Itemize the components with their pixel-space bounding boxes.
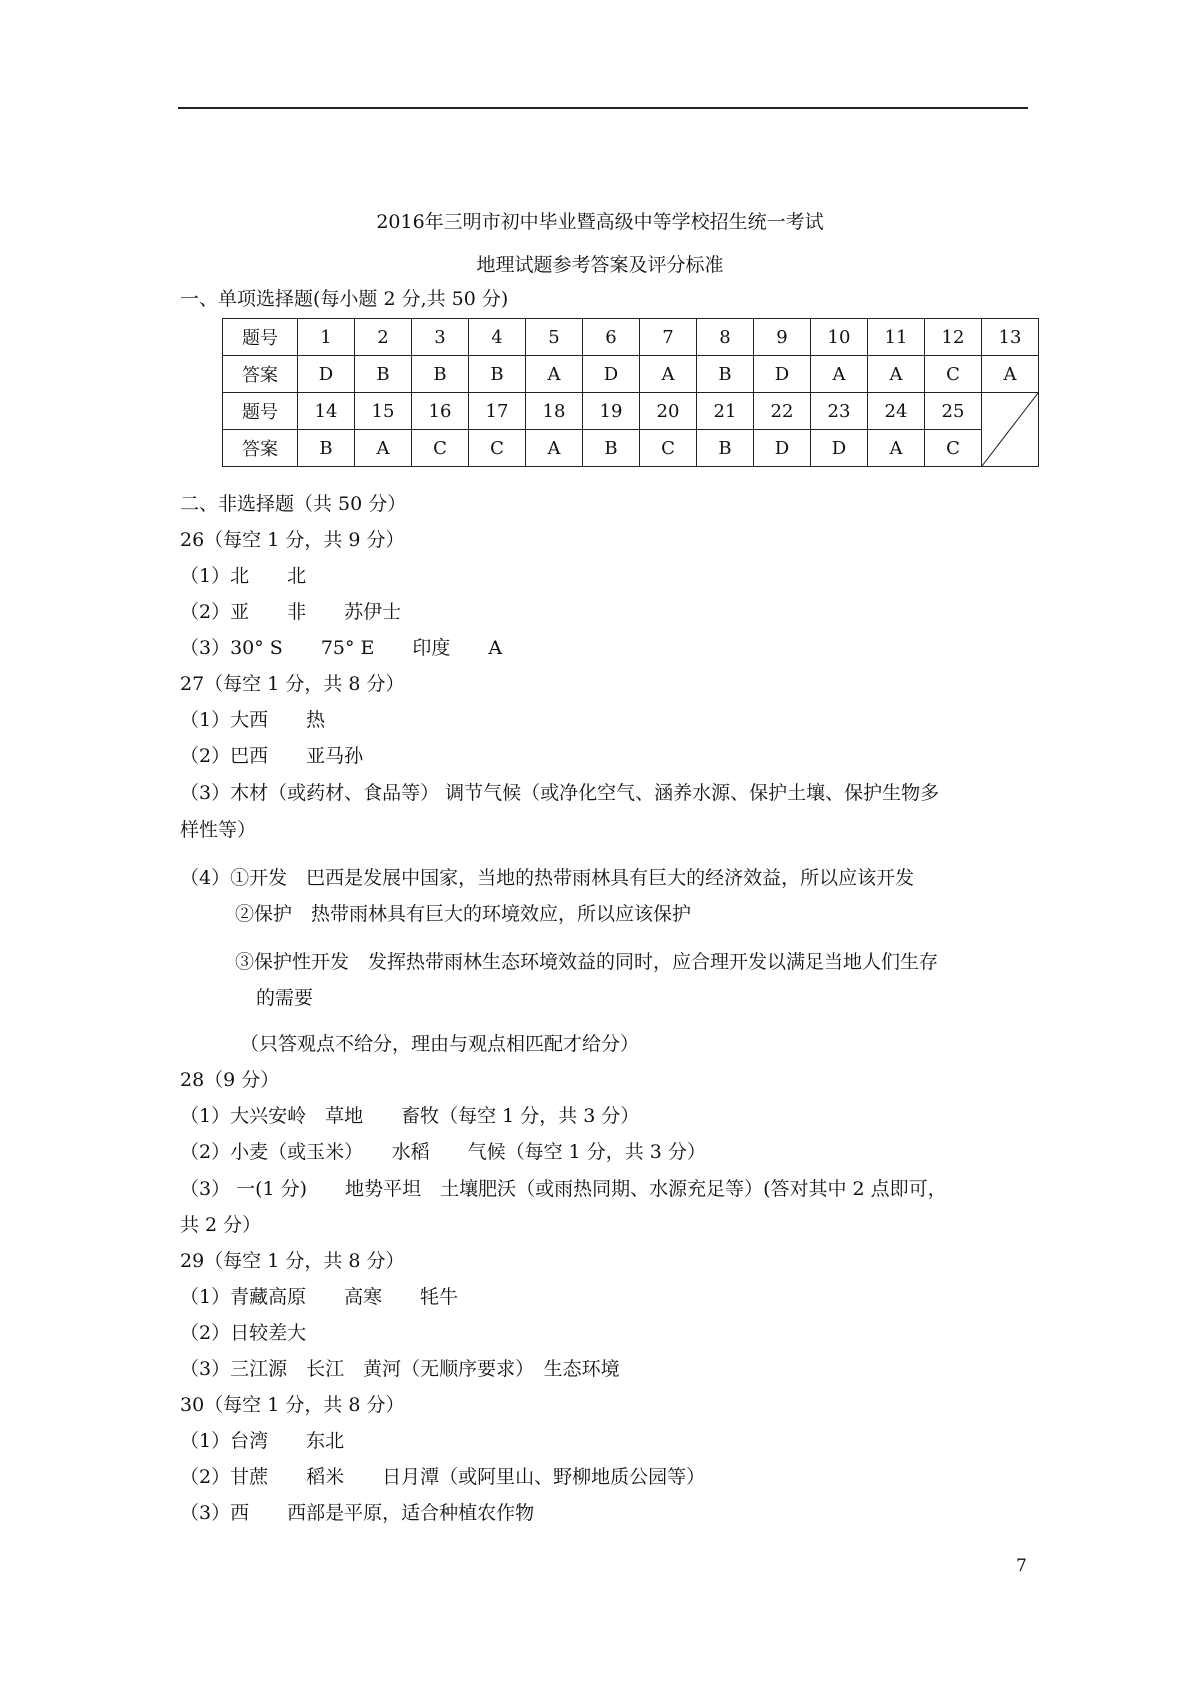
answer-line: （1）大兴安岭 草地 畜牧（每空 1 分，共 3 分） [180, 1105, 640, 1127]
question-number: 25 [925, 393, 982, 430]
scoring-note: （只答观点不给分，理由与观点相匹配才给分） [240, 1033, 640, 1055]
answer-cell: D [754, 356, 811, 393]
answer-line: （2）甘蔗 稻米 日月潭（或阿里山、野柳地质公园等） [180, 1466, 706, 1488]
answer-line: 的需要 [256, 987, 314, 1009]
answer-cell: B [298, 430, 355, 467]
row-label: 答案 [223, 356, 298, 393]
answer-line: （3）三江源 长江 黄河（无顺序要求） 生态环境 [180, 1358, 620, 1380]
question-number: 4 [469, 319, 526, 356]
answer-cell: D [811, 430, 868, 467]
answer-cell: A [868, 356, 925, 393]
question-27-heading: 27（每空 1 分，共 8 分） [180, 673, 405, 695]
answer-key-title: 地理试题参考答案及评分标准 [476, 254, 724, 276]
question-number: 7 [640, 319, 697, 356]
answer-line: （3）西 西部是平原，适合种植农作物 [180, 1502, 535, 1524]
question-number: 18 [526, 393, 583, 430]
answer-line: 共 2 分） [180, 1214, 262, 1236]
answer-cell: A [811, 356, 868, 393]
answer-cell: A [868, 430, 925, 467]
question-number: 3 [412, 319, 469, 356]
question-number: 19 [583, 393, 640, 430]
answer-cell: A [982, 356, 1039, 393]
answer-line: （1）北 北 [180, 565, 307, 587]
question-number: 11 [868, 319, 925, 356]
answer-line: （2）巴西 亚马孙 [180, 745, 364, 767]
answer-cell: A [640, 356, 697, 393]
question-number: 20 [640, 393, 697, 430]
answer-line: （2）日较差大 [180, 1322, 307, 1344]
header-rule [178, 107, 1028, 109]
question-number: 21 [697, 393, 754, 430]
question-26-heading: 26（每空 1 分，共 9 分） [180, 529, 405, 551]
answer-cell: C [925, 430, 982, 467]
answer-line: 样性等） [180, 819, 257, 841]
answer-line: （3）木材（或药材、食品等） 调节气候（或净化空气、涵养水源、保护土壤、保护生物多 [180, 782, 940, 804]
row-label: 题号 [223, 393, 298, 430]
answer-cell: B [469, 356, 526, 393]
table-row [223, 356, 1039, 393]
question-number: 15 [355, 393, 412, 430]
table-row [223, 393, 1039, 430]
question-number: 1 [298, 319, 355, 356]
answer-cell: B [697, 356, 754, 393]
question-number: 9 [754, 319, 811, 356]
answer-cell: D [754, 430, 811, 467]
answer-line: （2）亚 非 苏伊士 [180, 601, 402, 623]
row-label: 答案 [223, 430, 298, 467]
question-number: 6 [583, 319, 640, 356]
answer-cell: C [925, 356, 982, 393]
question-number: 22 [754, 393, 811, 430]
answer-line: （1）大西 热 [180, 709, 326, 731]
answer-cell: D [298, 356, 355, 393]
answer-line: （2）小麦（或玉米） 水稻 气候（每空 1 分，共 3 分） [180, 1141, 706, 1163]
question-number: 17 [469, 393, 526, 430]
answer-line: ③保护性开发 发挥热带雨林生态环境效益的同时，应合理开发以满足当地人们生存 [235, 951, 939, 973]
question-number: 5 [526, 319, 583, 356]
diagonal-slash [982, 393, 1038, 466]
section-2-heading: 二、非选择题（共 50 分） [180, 493, 407, 515]
question-number: 23 [811, 393, 868, 430]
answer-cell: A [526, 356, 583, 393]
answer-cell: B [355, 356, 412, 393]
answer-cell: C [640, 430, 697, 467]
answer-cell: A [355, 430, 412, 467]
answer-line: （3）30° S 75° E 印度 A [180, 637, 503, 659]
question-number: 16 [412, 393, 469, 430]
question-number: 24 [868, 393, 925, 430]
answer-cell: D [583, 356, 640, 393]
question-29-heading: 29（每空 1 分，共 8 分） [180, 1250, 405, 1272]
question-28-heading: 28（9 分） [180, 1069, 280, 1091]
answer-cell: B [583, 430, 640, 467]
page-number: 7 [1016, 1556, 1027, 1576]
answer-cell: B [412, 356, 469, 393]
answer-cell: B [697, 430, 754, 467]
answer-cell: C [469, 430, 526, 467]
answer-line: ②保护 热带雨林具有巨大的环境效应，所以应该保护 [235, 903, 692, 925]
question-number: 10 [811, 319, 868, 356]
answer-table [222, 318, 1039, 467]
table-row [223, 319, 1039, 356]
question-number: 13 [982, 319, 1039, 356]
question-number: 8 [697, 319, 754, 356]
answer-cell: C [412, 430, 469, 467]
answer-line: （1）青藏高原 高寒 牦牛 [180, 1286, 459, 1308]
row-label: 题号 [223, 319, 298, 356]
answer-line: （4）①开发 巴西是发展中国家，当地的热带雨林具有巨大的经济效益，所以应该开发 [180, 867, 915, 889]
empty-slash-cell [982, 393, 1039, 467]
answer-line: （3） 一(1 分) 地势平坦 土壤肥沃（或雨热同期、水源充足等）(答对其中 2 点即可， [180, 1178, 947, 1200]
exam-title: 2016年三明市初中毕业暨高级中等学校招生统一考试 [376, 211, 824, 233]
table-row [223, 430, 1039, 467]
answer-line: （1）台湾 东北 [180, 1430, 345, 1452]
question-number: 14 [298, 393, 355, 430]
section-1-heading: 一、单项选择题(每小题 2 分,共 50 分) [180, 288, 509, 310]
question-number: 12 [925, 319, 982, 356]
question-30-heading: 30（每空 1 分，共 8 分） [180, 1394, 405, 1416]
answer-cell: A [526, 430, 583, 467]
question-number: 2 [355, 319, 412, 356]
